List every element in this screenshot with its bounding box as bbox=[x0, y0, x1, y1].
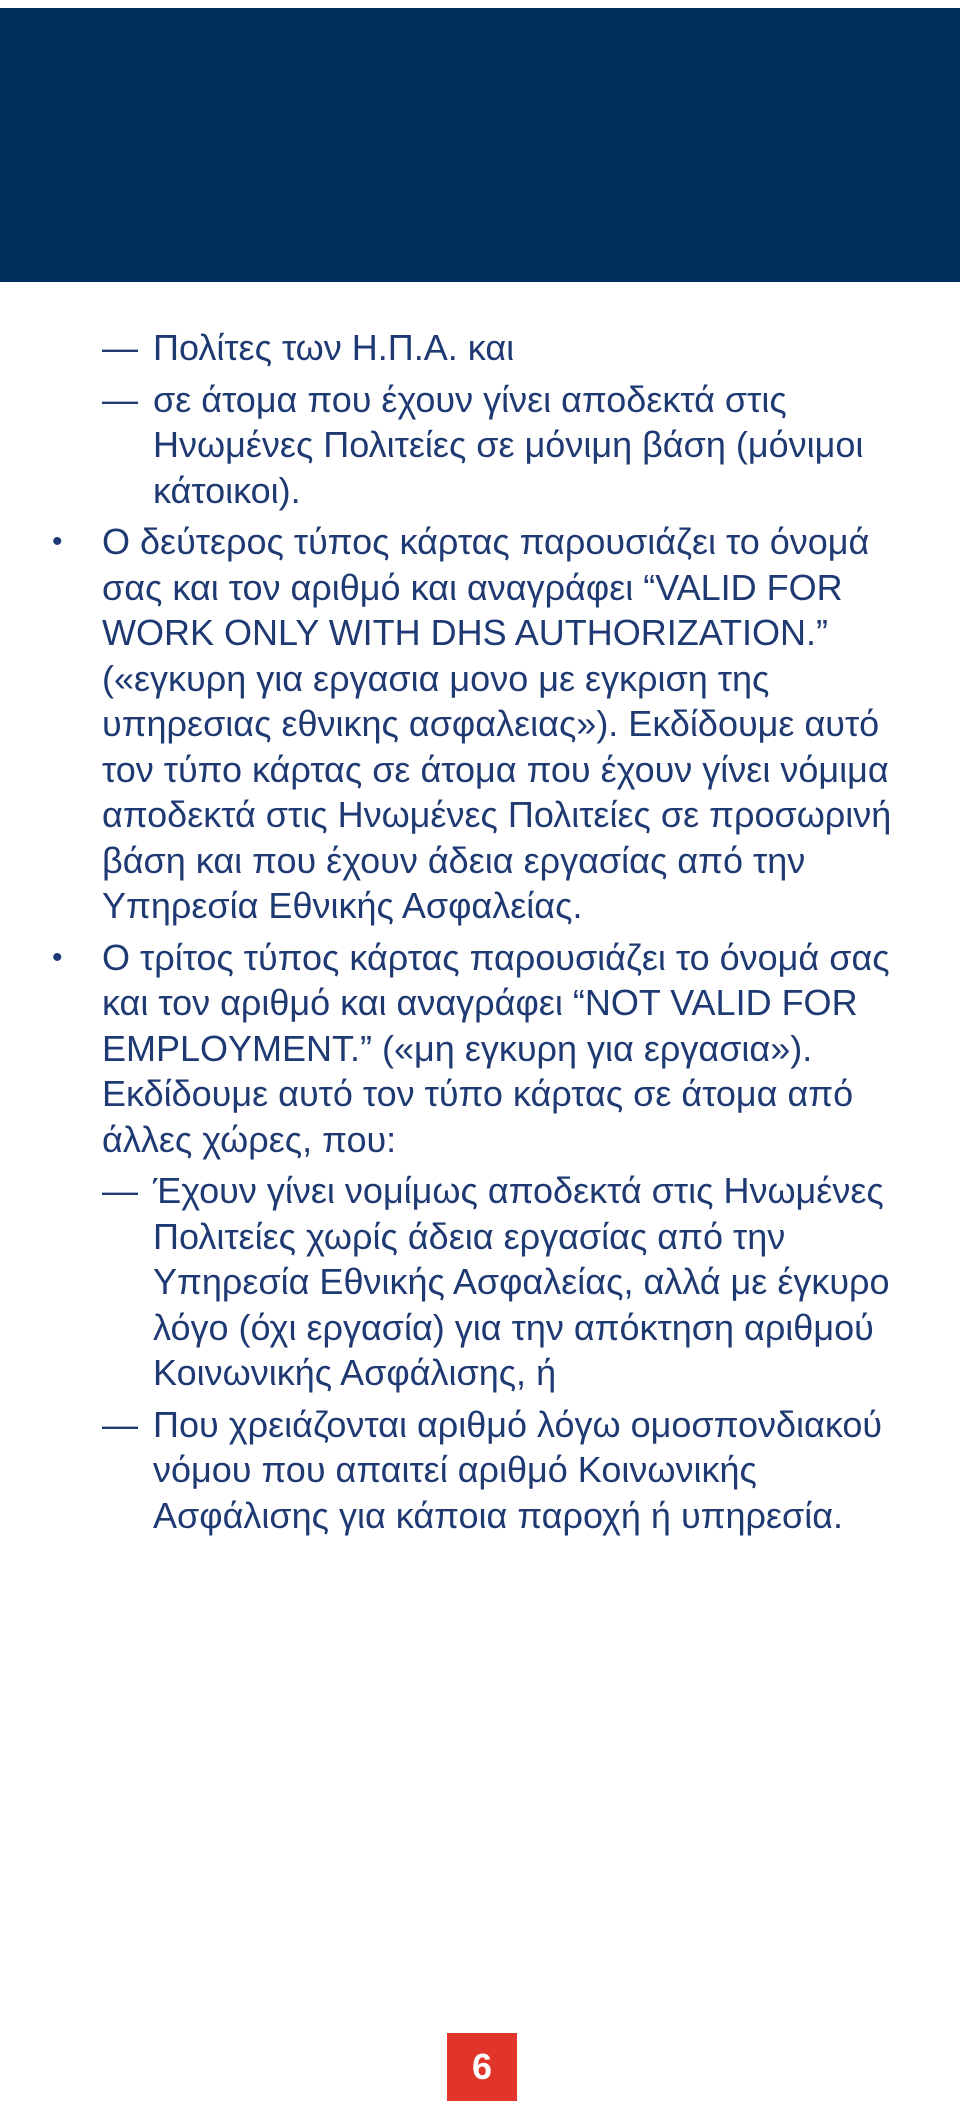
dash-item-text: Που χρειάζονται αριθμό λόγω ομοσπονδιακού νόμου που απαιτεί αριθμό Κοινωνικής Ασφάλισης για κάποια παροχή ή υπηρεσία. bbox=[153, 1403, 883, 1536]
bullet-item-second-card-type bbox=[0, 519, 960, 929]
header-band bbox=[0, 8, 960, 282]
bullet-item-text: Ο δεύτερος τύπος κάρτας παρουσιάζει το όνομά σας και τον αριθμό και αναγράφει “VALID FOR WORK ONLY WITH DHS AUTHORIZATION.” («εγκυρη για εργασια μονο με εγκριση της υπηρεσιας εθνικης ασφαλειας»). Εκδίδουμε αυτό τον τύπο κάρτας σε άτομα που έχουν γίνει νόμιμα αποδεκτά στις Ηνωμένες Πολιτείες σε προσωρινή βάση και που έχουν άδεια εργασίας από την Υπηρεσία Εθνικής Ασφαλείας. bbox=[102, 521, 892, 926]
bullet-item-third-card-type bbox=[0, 935, 960, 1163]
page-number-badge: 6 bbox=[447, 2033, 517, 2101]
dash-item-us-citizens bbox=[0, 325, 960, 371]
dash-item-lawfully-admitted bbox=[0, 1168, 960, 1396]
document-body bbox=[0, 325, 960, 1544]
dash-item-text: Πολίτες των Η.Π.Α. και bbox=[153, 327, 515, 368]
dash-item-text: σε άτομα που έχουν γίνει αποδεκτά στις Ηνωμένες Πολιτείες σε μόνιμη βάση (μόνιμοι κάτοικοι). bbox=[153, 378, 864, 511]
dash-item-federal-law bbox=[0, 1402, 960, 1539]
dash-item-permanent-residents bbox=[0, 377, 960, 514]
dash-marker: — bbox=[102, 378, 138, 420]
bullet-item-text: Ο τρίτος τύπος κάρτας παρουσιάζει το όνομά σας και τον αριθμό και αναγράφει “NOT VALID FOR EMPLOYMENT.” («μη εγκυρη για εργασια»). Εκδίδουμε αυτό τον τύπο κάρτας σε άτομα από άλλες χώρες, που: bbox=[102, 936, 890, 1160]
dash-marker: — bbox=[102, 1403, 138, 1445]
dash-item-text: Έχουν γίνει νομίμως αποδεκτά στις Ηνωμένες Πολιτείες χωρίς άδεια εργασίας από την Υπηρεσία Εθνικής Ασφαλείας, αλλά με έγκυρο λόγο (όχι εργασία) για την απόκτηση αριθμού Κοινωνικής Ασφάλισης, ή bbox=[153, 1170, 890, 1393]
dash-marker: — bbox=[102, 1170, 138, 1211]
bullet-marker: • bbox=[52, 525, 63, 558]
bullet-marker: • bbox=[52, 940, 63, 974]
dash-marker: — bbox=[102, 327, 138, 368]
